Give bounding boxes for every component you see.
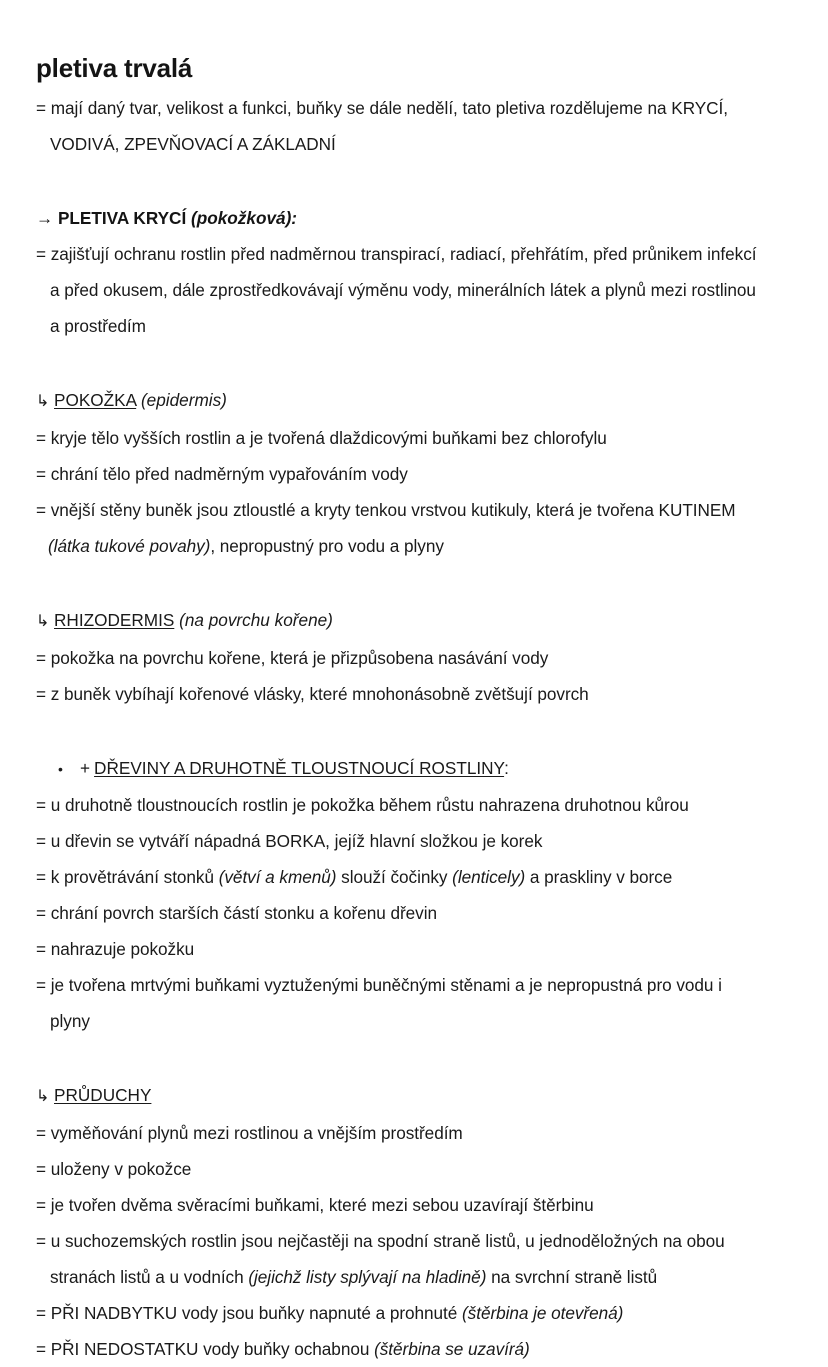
pokozka-line-4-rest: , nepropustný pro vodu a plyny (210, 536, 444, 556)
intro-line-1: = mají daný tvar, velikost a funkci, buňky se dále nedělí, tato pletiva rozdělujeme na KRYCÍ, (36, 98, 728, 118)
pruduchy-line-5 (36, 1259, 792, 1295)
pruduchy-line-5-a: stranách listů a u vodních (50, 1267, 249, 1287)
spacer (36, 1039, 792, 1077)
pruduchy-line-5-b: na svrchní straně listů (486, 1267, 658, 1287)
spacer (36, 564, 792, 602)
subheading-rhizodermis-term: RHIZODERMIS (54, 610, 175, 630)
subheading-dreviny (36, 750, 792, 787)
subheading-rhizodermis (36, 602, 792, 640)
spacer (36, 712, 792, 750)
kryci-line-2: a před okusem, dále zprostředkovávají výměnu vody, minerálních látek a plynů mezi rostlinou (50, 280, 756, 300)
bullet-icon: • (58, 761, 63, 777)
spacer (36, 344, 792, 382)
subheading-pruduchy (36, 1077, 792, 1115)
heading-pletiva-kryci-main: PLETIVA KRYCÍ (57, 208, 187, 228)
subheading-rhizodermis-paren: (na povrchu kořene) (179, 610, 333, 630)
dreviny-line-4: = chrání povrch starších částí stonku a kořenu dřevin (36, 903, 437, 923)
down-right-arrow-icon: ↳ (36, 613, 50, 630)
subheading-pokozka-paren: (epidermis) (140, 390, 227, 410)
kryci-line-1: = zajišťují ochranu rostlin před nadměrnou transpirací, radiací, přehřátím, před průnikem infekcí (36, 244, 757, 264)
pruduchy-line-7-italic: (štěrbina se uzavírá) (374, 1339, 530, 1359)
pruduchy-line-6-a: = PŘI NADBYTKU vody jsou buňky napnuté a prohnuté (36, 1303, 462, 1323)
dreviny-line-3-italic-1: (větví a kmenů) (218, 867, 337, 887)
rhizodermis-line-2: = z buněk vybíhají kořenové vlásky, které mnohonásobně zvětšují povrch (36, 684, 589, 704)
subheading-pokozka (36, 382, 792, 420)
pruduchy-line-2: = uloženy v pokožce (36, 1159, 192, 1179)
subheading-pruduchy-term: PRŮDUCHY (54, 1085, 152, 1105)
pokozka-line-4-italic: (látka tukové povahy) (48, 536, 211, 556)
pruduchy-line-5-italic: (jejichž listy splývají na hladině) (248, 1267, 487, 1287)
dreviny-line-1: = u druhotně tloustnoucích rostlin je pokožka během růstu nahrazena druhotnou kůrou (36, 795, 689, 815)
dreviny-line-3-a: = k provětrávání stonků (36, 867, 219, 887)
intro-line-2: VODIVÁ, ZPEVŇOVACÍ A ZÁKLADNÍ (50, 134, 336, 154)
pokozka-line-2: = chrání tělo před nadměrným vypařováním vody (36, 464, 408, 484)
pruduchy-line-7 (36, 1331, 792, 1367)
pruduchy-line-4: = u suchozemských rostlin jsou nejčastěji na spodní straně listů, u jednoděložných na obou (36, 1231, 725, 1251)
dreviny-line-7: plyny (50, 1011, 90, 1031)
pokozka-line-3: = vnější stěny buněk jsou ztloustlé a kryty tenkou vrstvou kutikuly, která je tvořena KUTINEM (36, 500, 736, 520)
rhizodermis-line-1: = pokožka na povrchu kořene, která je přizpůsobena nasávání vody (36, 648, 549, 668)
pruduchy-line-7-a: = PŘI NEDOSTATKU vody buňky ochabnou (36, 1339, 375, 1359)
dreviny-line-3-c: a praskliny v borce (525, 867, 673, 887)
subheading-dreviny-colon: : (504, 758, 509, 778)
right-arrow-icon: → (36, 208, 54, 228)
dreviny-line-2: = u dřevin se vytváří nápadná BORKA, jejíž hlavní složkou je korek (36, 831, 543, 851)
heading-pletiva-kryci (36, 200, 792, 236)
dreviny-line-5: = nahrazuje pokožku (36, 939, 195, 959)
subheading-dreviny-term: DŘEVINY A DRUHOTNĚ TLOUSTNOUCÍ ROSTLINY (94, 758, 505, 778)
pruduchy-line-6-italic: (štěrbina je otevřená) (462, 1303, 624, 1323)
dreviny-line-3 (36, 859, 792, 895)
spacer (36, 162, 792, 200)
pruduchy-line-6 (36, 1295, 792, 1331)
kryci-line-3: a prostředím (50, 316, 146, 336)
pokozka-line-4 (36, 528, 792, 564)
heading-pletiva-kryci-paren: (pokožková): (191, 208, 298, 228)
dreviny-line-3-b: slouží čočinky (336, 867, 453, 887)
pruduchy-line-3: = je tvořen dvěma svěracími buňkami, které mezi sebou uzavírají štěrbinu (36, 1195, 594, 1215)
dreviny-line-6: = je tvořena mrtvými buňkami vyztuženými buněčnými stěnami a je nepropustná pro vodu i (36, 975, 722, 995)
down-right-arrow-icon: ↳ (36, 393, 50, 410)
plus-icon: + (80, 758, 91, 778)
page-title: pletiva trvalá (36, 53, 193, 83)
dreviny-line-3-italic-2: (lenticely) (452, 867, 526, 887)
pokozka-line-1: = kryje tělo vyšších rostlin a je tvořená dlaždicovými buňkami bez chlorofylu (36, 428, 607, 448)
subheading-pokozka-term: POKOŽKA (54, 390, 137, 410)
down-right-arrow-icon: ↳ (36, 1088, 50, 1105)
pruduchy-line-1: = vyměňování plynů mezi rostlinou a vnějším prostředím (36, 1123, 463, 1143)
